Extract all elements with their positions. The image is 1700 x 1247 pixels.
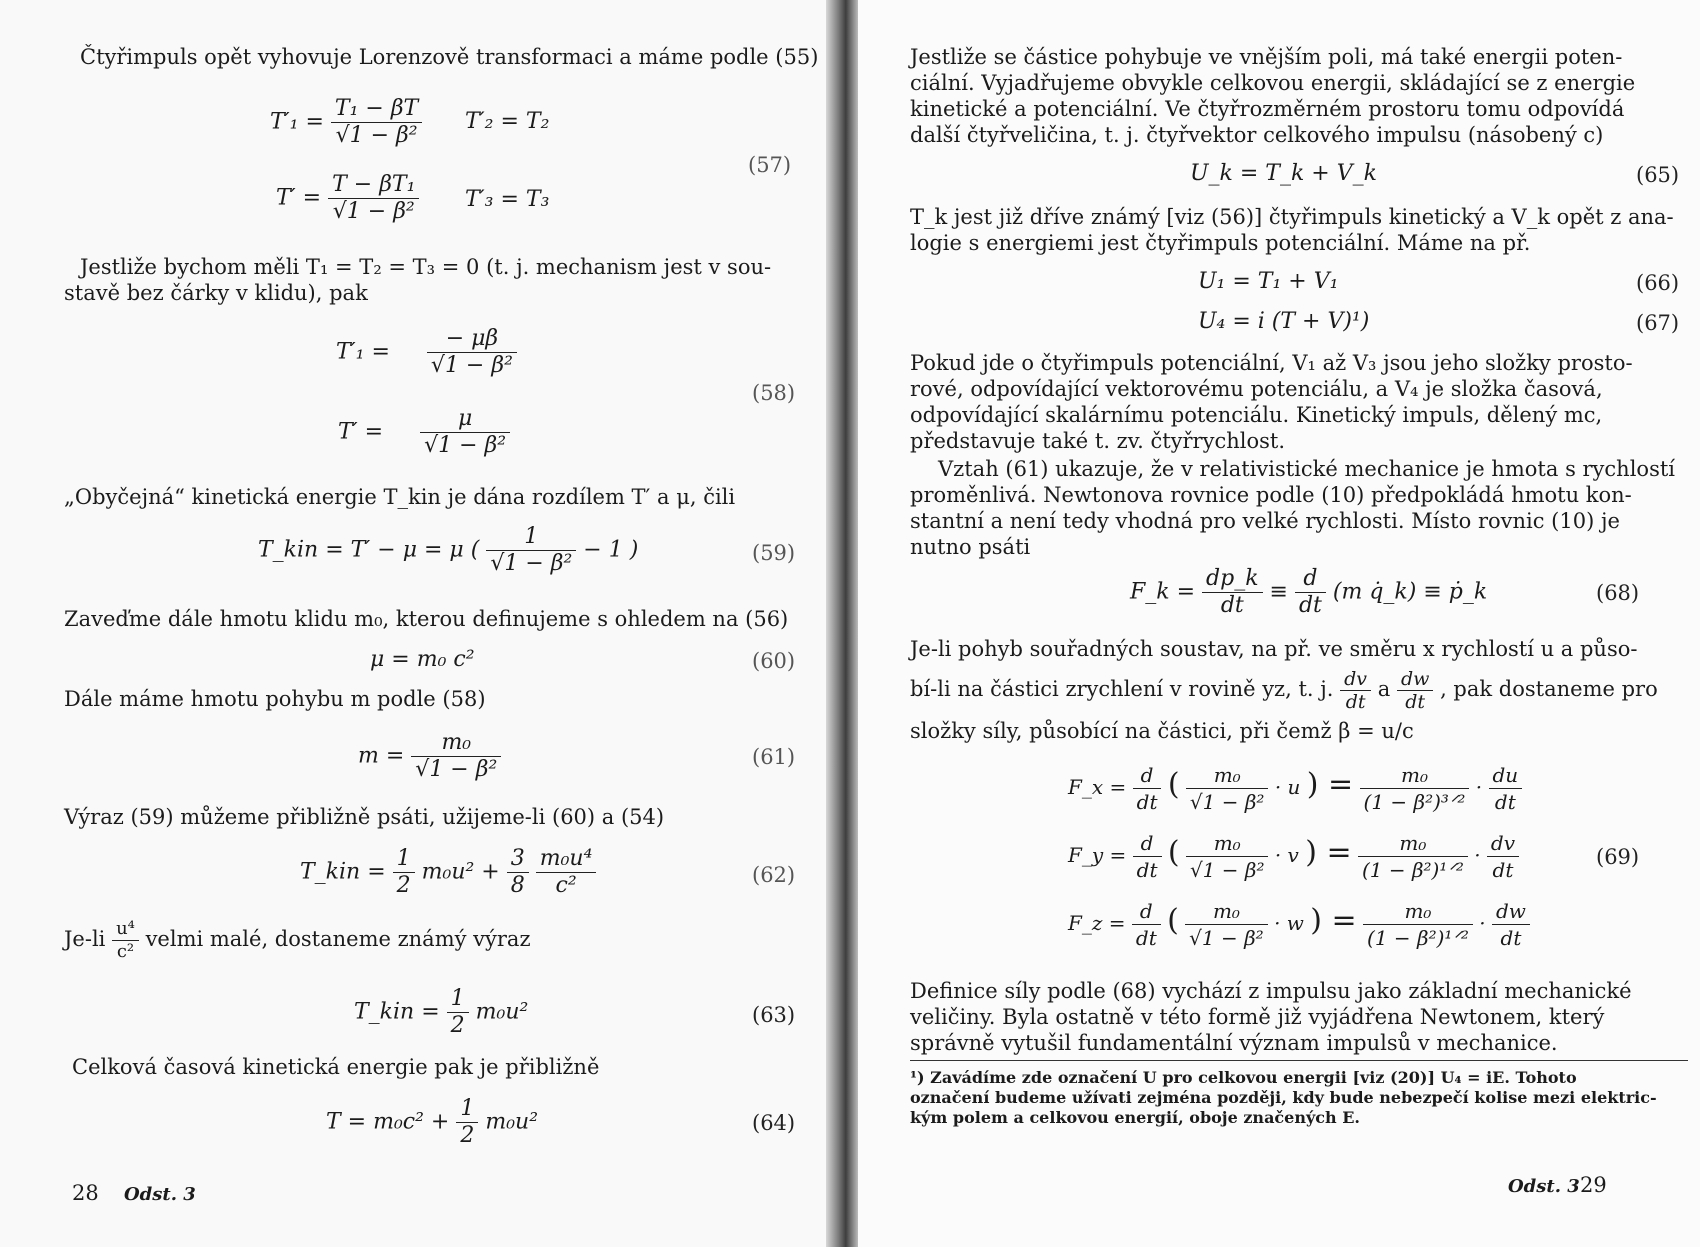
denominator: √1 − β² [490,551,573,576]
numerator: m₀ [1360,762,1470,789]
text-line: složky síly, působící na částici, při čemž β = u/c [910,719,1414,743]
equation-number: (69) [1596,845,1640,869]
paragraph [910,456,1688,482]
paragraph [910,482,1688,560]
fraction [1397,668,1433,713]
equation-number: (64) [752,1111,796,1135]
denominator: dt [1500,926,1522,950]
eq-lhs: T_kin = [300,859,386,885]
text-fragment: , pak dostaneme pro [1440,677,1658,701]
text-line: stavě bez čárky v klidu), pak [64,281,368,305]
denominator: 8 [510,873,525,898]
denominator: dt [1136,790,1158,814]
text-line: Výraz (59) můžeme přibližně psáti, užijeme-li (60) a (54) [64,805,665,829]
fraction [1363,898,1473,951]
denominator: √1 − β² [1189,790,1265,814]
fraction [486,524,576,577]
footnote-line: ¹) Zavádíme zde označení U pro celkovou energii [viz (20)] U₄ = iE. Tohoto [910,1068,1577,1087]
text-line: správně vytušil fundamentální význam impulsů v mechanice. [910,1031,1558,1055]
page-number: 29 [1580,1173,1607,1197]
denominator: dt [1136,858,1158,882]
equation-number: (60) [752,649,796,673]
text-line: T_k jest již dříve známý [viz (56)] čtyřimpuls kinetický a V_k opět z ana- [910,205,1674,229]
paragraph [910,204,1688,256]
numerator: 3 [507,846,529,873]
fraction [411,730,501,783]
fraction [1133,830,1162,883]
paragraph [910,978,1688,1056]
equation-57b [276,172,419,225]
numerator: d [1132,898,1161,925]
fraction [1185,898,1268,951]
numerator: T₁ − βT [331,96,422,123]
text-line: odpovídající skalárnímu potenciálu. Kinetický impuls, dělený mc, [910,403,1603,427]
eq-mult: · u [1274,775,1301,799]
fraction [1186,830,1269,883]
equation-number: (65) [1636,163,1680,187]
numerator: 1 [447,986,469,1013]
text-line: rové, odpovídající vektorovému potenciálu, a V₄ je složka časová, [910,377,1603,401]
fraction [328,172,419,225]
numerator: m₀u⁴ [536,846,597,873]
text-line: Jestliže se částice pohybuje ve vnějším poli, má také energii poten- [910,45,1623,69]
equation-60: μ = m₀ c² [370,647,475,672]
section-label: Odst. 3 [124,1184,196,1205]
numerator: m₀ [1358,830,1468,857]
eq-lhs: T′₁ = [270,109,324,135]
denominator: dt [1298,593,1322,618]
fraction [1186,762,1269,815]
numerator: m₀ [1186,762,1269,789]
text-line: Je-li pohyb souřadných soustav, na př. ve směru x rychlostí u a půso- [910,637,1638,661]
eq-lhs: F_k = [1130,579,1196,605]
footnote [910,1068,1688,1128]
eq-lhs: T′ = [338,419,384,445]
footnote-rule [910,1060,1688,1061]
text-line: Definice síly podle (68) vychází z impulsu jako základní mechanické [910,979,1632,1003]
text-line: „Obyčejná“ kinetická energie T_kin je dána rozdílem T′ a μ, čili [64,485,736,509]
fraction [1202,566,1263,619]
denominator: c² [555,873,577,898]
equation-number: (62) [752,863,796,887]
text-line [64,918,531,963]
numerator: m₀ [1186,830,1269,857]
equation-57b-rhs: T′₃ = T₃ [465,187,550,212]
text-line: další čtyřveličina, t. j. čtyřvektor celkového impulsu (násobený c) [910,123,1604,147]
equation-65: U_k = T_k + V_k [1190,161,1377,186]
eq-lhs: T′₁ = [336,339,390,365]
numerator: m₀ [1363,898,1473,925]
fraction [1492,898,1530,951]
text-line: Celková časová kinetická energie pak je přibližně [72,1055,600,1079]
equation-number: (61) [752,745,796,769]
denominator: √1 − β² [335,123,418,148]
equation-59 [258,524,638,577]
fraction [507,846,529,899]
bracket: ( [1167,835,1180,870]
equation-62 [300,846,596,899]
equation-61 [358,730,501,783]
eq-lhs: m = [358,743,405,769]
denominator: dt [1492,858,1514,882]
eq-middle: m₀u² + [421,859,500,885]
denominator: √1 − β² [424,433,507,458]
right-page [858,0,1700,1247]
bracket: ) = [1305,835,1352,870]
eq-tail: − 1 ) [583,537,639,563]
denominator: (1 − β²)¹ᐟ² [1361,858,1464,882]
numerator: dw [1397,668,1433,691]
numerator: dv [1487,830,1519,857]
eq-lhs: T′ = [276,185,322,211]
text-line: kinetické a potenciální. Ve čtyřrozměrném prostoru tomu odpovídá [910,97,1625,121]
numerator: dw [1492,898,1530,925]
fraction [1295,566,1326,619]
equation-58a [336,326,517,379]
denominator: 2 [396,873,411,898]
bracket: ) = [1310,903,1357,938]
equation-68 [1130,566,1487,619]
fraction [536,846,597,899]
equation-number: (66) [1636,271,1680,295]
numerator: m₀ [411,730,501,757]
equation-69z: F_z = $\frac{d}{dt}$ ( $\frac{\text{m₀}}{\text{√1 − β²}}$ · w ) = $\frac{\text{m₀}}{\text{(1 − β²)¹ᐟ²}}$ · $\frac{dw}{dt}$ [1068,898,1530,951]
numerator: 1 [393,846,415,873]
text-line: Pokud jde o čtyřimpuls potenciální, V₁ až V₃ jsou jeho složky prosto- [910,351,1633,375]
footnote-line: kým polem a celkovou energií, oboje značených E. [910,1108,1360,1127]
footnote-line: označení budeme užívati zejména později, kdy bude nebezpečí kolise mezi elektric- [910,1088,1657,1107]
denominator: √1 − β² [1189,858,1265,882]
text-line: stantní a není tedy vhodná pro velké rychlosti. Místo rovnic (10) je [910,509,1620,533]
eq-lhs: T = m₀c² + [326,1109,450,1135]
fraction [456,1096,478,1149]
equation-number: (58) [752,381,796,405]
text-line: představuje také t. zv. čtyřrychlost. [910,429,1285,453]
text-line: proměnlivá. Newtonova rovnice podle (10) předpokládá hmotu kon- [910,483,1632,507]
eq-lhs: F_x = [1068,775,1127,799]
numerator: 1 [456,1096,478,1123]
fraction [331,96,422,149]
denominator: c² [116,941,135,962]
numerator: − μβ [427,326,517,353]
fraction [1358,830,1468,883]
denominator: (1 − β²)³ᐟ² [1363,790,1466,814]
equation-57a [270,96,422,149]
text-line: Zaveďme dále hmotu klidu m₀, kterou definujeme s ohledem na (56) [64,607,789,631]
eq-rhs: m₀u² [475,999,529,1025]
equation-66: U₁ = T₁ + V₁ [1198,269,1339,294]
fraction [393,846,415,899]
text-fragment: bí-li na částici zrychlení v rovině yz, t. j. [910,677,1334,701]
text-fragment: a [1377,677,1391,701]
numerator: u⁴ [112,918,139,941]
eq-mult: · v [1274,843,1299,867]
denominator: √1 − β² [430,353,513,378]
fraction [1133,762,1162,815]
numerator: m₀ [1185,898,1268,925]
section-label: Odst. 3 [1508,1176,1580,1197]
paragraph [910,350,1688,454]
eq-lhs: T_kin = [354,999,440,1025]
eq-mult: · w [1274,911,1304,935]
denominator: 2 [460,1123,475,1148]
text-line: veličiny. Byla ostatně v této formě již vyjádřena Newtonem, který [910,1005,1605,1029]
fraction [420,406,510,459]
page-number: 28 [72,1181,99,1205]
text-line: Vztah (61) ukazuje, že v relativistické mechanice je hmota s rychlostí [938,457,1675,481]
bracket: ( [1167,767,1180,802]
numerator: μ [420,406,510,433]
numerator: 1 [486,524,576,551]
equation-number: (57) [748,153,792,177]
denominator: dt [1135,926,1157,950]
fraction [427,326,517,379]
equation-67: U₄ = i (T + V)¹) [1198,309,1370,334]
text-line: Jestliže bychom měli T₁ = T₂ = T₃ = 0 (t. j. mechanism jest v sou- [80,255,772,279]
equation-69y: F_y = $\frac{d}{dt}$ ( $\frac{\text{m₀}}{\text{√1 − β²}}$ · v ) = $\frac{\text{m₀}}{\text{(1 − β²)¹ᐟ²}}$ · $\frac{dv}{dt}$ [1068,830,1519,883]
fraction [1132,898,1161,951]
denominator: √1 − β² [332,199,415,224]
eq-lhs: F_y = [1068,843,1127,867]
numerator: dv [1340,668,1371,691]
equation-number: (59) [752,541,796,565]
numerator: du [1489,762,1523,789]
denominator: dt [1220,593,1244,618]
numerator: d [1295,566,1326,593]
equation-number: (67) [1636,311,1680,335]
eq-rhs: m₀u² [485,1109,539,1135]
text-line: Čtyřimpuls opět vyhovuje Lorenzově transformaci a máme podle (55) [80,45,819,69]
text-fragment: Je-li [64,927,106,951]
eq-lhs: T_kin = T′ − μ = μ ( [258,537,480,563]
text-line: logie s energiemi jest čtyřimpuls potenciální. Máme na př. [910,231,1531,255]
equation-number: (68) [1596,581,1640,605]
book-gutter [826,0,862,1247]
eq-rhs: (m q̇_k) ≡ ṗ_k [1332,579,1488,605]
eq-operator: ≡ [1269,579,1288,605]
text-line: Dále máme hmotu pohybu m podle (58) [64,687,486,711]
equation-58b [338,406,510,459]
text-line [910,668,1658,713]
fraction [447,986,469,1039]
text-line: nutno psáti [910,535,1031,559]
fraction [1489,762,1523,815]
denominator: √1 − β² [1189,926,1264,950]
equation-57a-rhs: T′₂ = T₂ [465,109,550,134]
eq-lhs: F_z = [1068,911,1126,935]
bracket: ( [1167,903,1179,938]
denominator: √1 − β² [415,757,498,782]
equation-number: (63) [752,1003,796,1027]
equation-64 [326,1096,538,1149]
fraction [112,918,139,963]
denominator: dt [1405,691,1426,713]
fraction [1340,668,1371,713]
denominator: (1 − β²)¹ᐟ² [1367,926,1469,950]
left-page [0,0,830,1247]
numerator: T − βT₁ [328,172,419,199]
equation-63 [354,986,528,1039]
text-fragment: velmi malé, dostaneme známý výraz [145,927,531,951]
denominator: dt [1345,691,1366,713]
bracket: ) = [1306,767,1354,802]
numerator: dp_k [1202,566,1263,593]
equation-69x: F_x = $\frac{d}{dt}$ ( $\frac{\text{m₀}}{\text{√1 − β²}}$ · u ) = $\frac{\text{m₀}}{\text{(1 − β²)³ᐟ²}}$ · $\frac{du}{dt}$ [1068,762,1522,815]
text-line: ciální. Vyjadřujeme obvykle celkovou energii, skládající se z energie [910,71,1636,95]
denominator: dt [1494,790,1516,814]
numerator: d [1133,830,1162,857]
numerator: d [1133,762,1162,789]
denominator: 2 [450,1013,465,1038]
fraction [1487,830,1519,883]
paragraph [910,44,1688,148]
fraction [1360,762,1470,815]
